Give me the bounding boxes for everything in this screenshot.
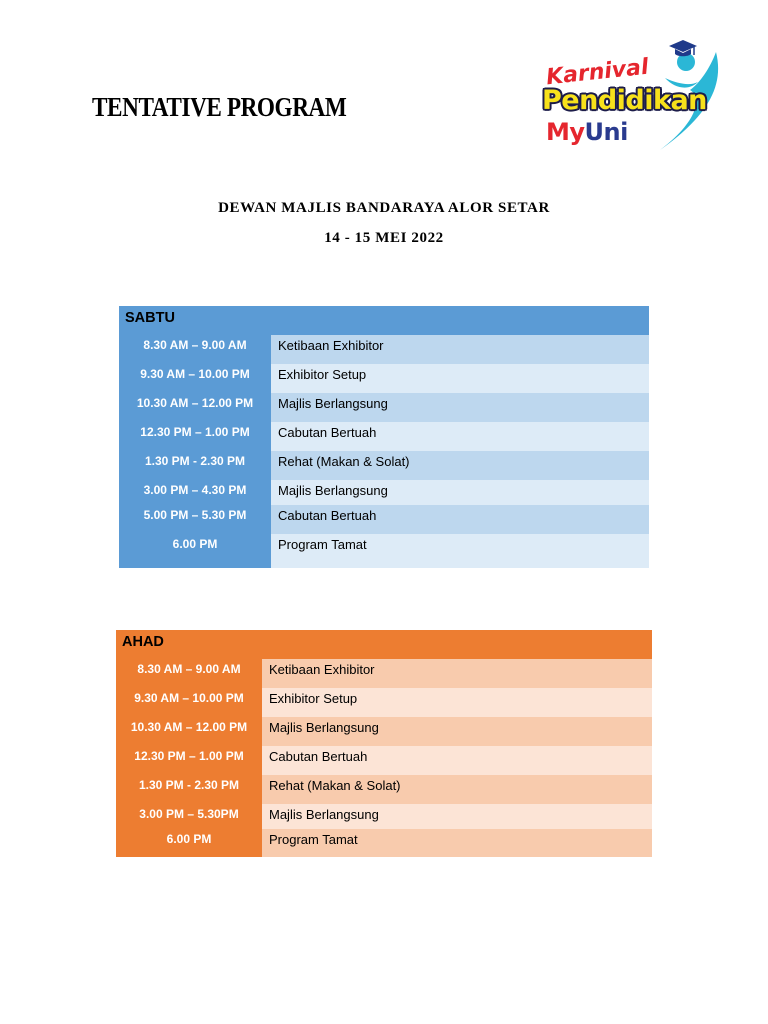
time-cell: 8.30 AM – 9.00 AM xyxy=(116,659,262,688)
time-cell: 12.30 PM – 1.00 PM xyxy=(119,422,271,451)
table-row xyxy=(116,775,652,804)
table-row xyxy=(116,829,652,857)
karnival-pendidikan-myuni-logo xyxy=(540,38,730,153)
ahad-schedule-table xyxy=(116,630,652,857)
activity-cell: Exhibitor Setup xyxy=(262,688,652,717)
activity-cell: Ketibaan Exhibitor xyxy=(271,335,649,364)
table-row xyxy=(116,717,652,746)
table-row xyxy=(116,746,652,775)
table-row xyxy=(119,422,649,451)
logo-word-uni: Uni xyxy=(584,118,628,146)
time-cell: 3.00 PM – 4.30 PM xyxy=(119,480,271,505)
table-row xyxy=(119,393,649,422)
activity-cell: Cabutan Bertuah xyxy=(262,746,652,775)
table-row xyxy=(119,364,649,393)
time-cell: 8.30 AM – 9.00 AM xyxy=(119,335,271,364)
activity-cell: Majlis Berlangsung xyxy=(271,480,649,505)
graduation-cap-icon xyxy=(668,38,698,60)
time-cell: 1.30 PM - 2.30 PM xyxy=(119,451,271,480)
day-heading-sabtu: SABTU xyxy=(119,306,649,335)
table-header-row xyxy=(119,306,649,335)
table-header-row xyxy=(116,630,652,659)
activity-cell: Rehat (Makan & Solat) xyxy=(271,451,649,480)
time-cell: 12.30 PM – 1.00 PM xyxy=(116,746,262,775)
activity-cell: Majlis Berlangsung xyxy=(271,393,649,422)
activity-cell: Majlis Berlangsung xyxy=(262,804,652,829)
activity-cell: Exhibitor Setup xyxy=(271,364,649,393)
event-date: 14 - 15 MEI 2022 xyxy=(324,230,444,246)
time-cell: 9.30 AM – 10.00 PM xyxy=(116,688,262,717)
time-cell: 9.30 AM – 10.00 PM xyxy=(119,364,271,393)
logo-word-karnival: Karnival xyxy=(544,54,650,91)
activity-cell: Majlis Berlangsung xyxy=(262,717,652,746)
time-cell: 10.30 AM – 12.00 PM xyxy=(119,393,271,422)
table-row xyxy=(116,659,652,688)
activity-cell: Program Tamat xyxy=(262,829,652,857)
time-cell: 10.30 AM – 12.00 PM xyxy=(116,717,262,746)
logo-word-myuni xyxy=(546,118,628,146)
time-cell: 6.00 PM xyxy=(119,534,271,568)
table-row xyxy=(119,534,649,568)
logo-word-pendidikan: Pendidikan xyxy=(542,85,707,116)
time-cell: 6.00 PM xyxy=(116,829,262,857)
page-title: TENTATIVE PROGRAM xyxy=(92,92,347,122)
time-cell: 3.00 PM – 5.30PM xyxy=(116,804,262,829)
day-heading-ahad: AHAD xyxy=(116,630,652,659)
time-cell: 5.00 PM – 5.30 PM xyxy=(119,505,271,534)
activity-cell: Cabutan Bertuah xyxy=(271,422,649,451)
time-cell: 1.30 PM - 2.30 PM xyxy=(116,775,262,804)
event-venue: DEWAN MAJLIS BANDARAYA ALOR SETAR xyxy=(218,200,550,216)
table-row xyxy=(119,451,649,480)
activity-cell: Program Tamat xyxy=(271,534,649,568)
sabtu-schedule-table xyxy=(119,306,649,568)
activity-cell: Cabutan Bertuah xyxy=(271,505,649,534)
activity-cell: Ketibaan Exhibitor xyxy=(262,659,652,688)
table-row xyxy=(119,505,649,534)
table-row xyxy=(119,480,649,505)
activity-cell: Rehat (Makan & Solat) xyxy=(262,775,652,804)
logo-word-my: My xyxy=(546,118,585,146)
table-row xyxy=(116,804,652,829)
table-row xyxy=(119,335,649,364)
table-row xyxy=(116,688,652,717)
